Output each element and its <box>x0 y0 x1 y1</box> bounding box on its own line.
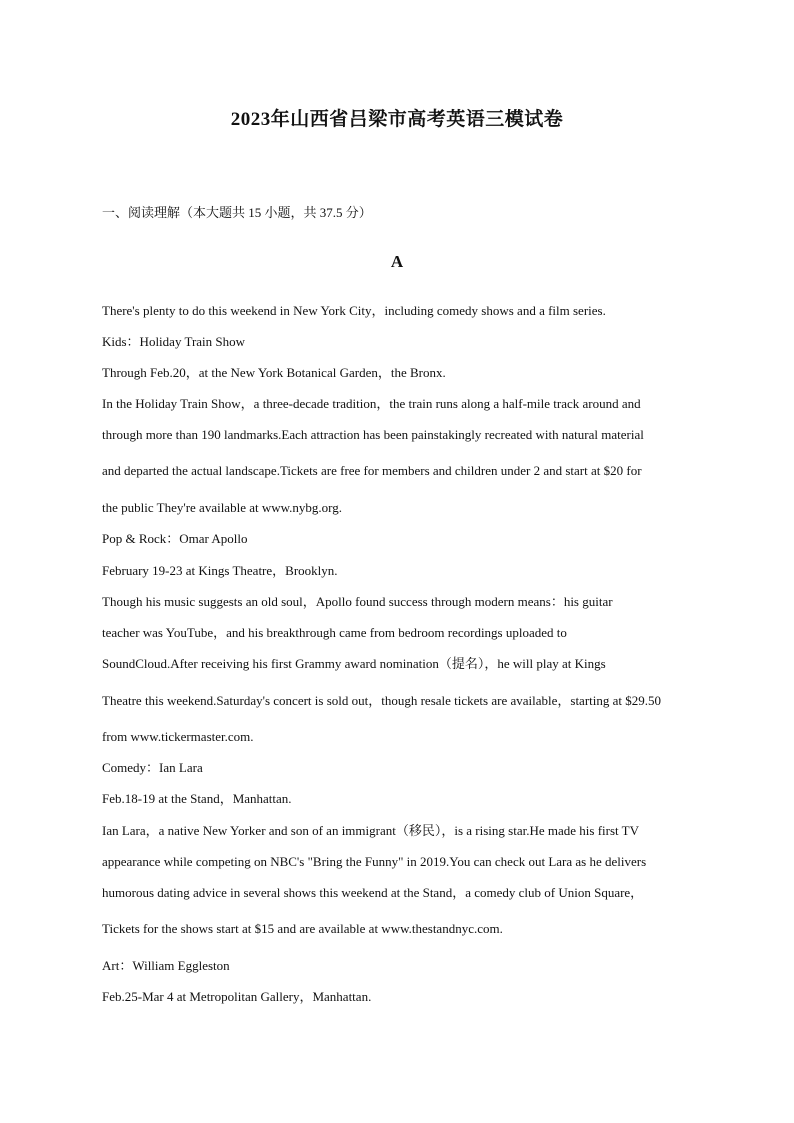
passage-line: Feb.25-Mar 4 at Metropolitan Gallery，Manhattan. <box>102 989 372 1004</box>
passage-line: Tickets for the shows start at $15 and are available at www.thestandnyc.com. <box>102 921 503 936</box>
passage-line: SoundCloud.After receiving his first Grammy award nomination（提名），he will play at Kings <box>102 656 606 671</box>
passage-line: Kids：Holiday Train Show <box>102 334 246 349</box>
passage-line: There's plenty to do this weekend in New York City，including comedy shows and a film series. <box>102 303 606 318</box>
passage-line: and departed the actual landscape.Tickets are free for members and children under 2 and start at $20 for <box>102 463 642 478</box>
passage-line: teacher was YouTube，and his breakthrough came from bedroom recordings uploaded to <box>102 625 567 640</box>
passage-line: Comedy：Ian Lara <box>102 760 203 775</box>
passage-line: Pop & Rock：Omar Apollo <box>102 531 248 546</box>
passage-line: Ian Lara，a native New Yorker and son of an immigrant（移民），is a rising star.He made his first TV <box>102 823 639 838</box>
passage-line: Through Feb.20，at the New York Botanical Garden，the Bronx. <box>102 365 446 380</box>
section-heading: 一、阅读理解（本大题共 15 小题，共 37.5 分） <box>102 205 372 220</box>
passage-line: February 19-23 at Kings Theatre，Brooklyn. <box>102 563 338 578</box>
passage-line: Feb.18-19 at the Stand，Manhattan. <box>102 791 292 806</box>
passage-line: Theatre this weekend.Saturday's concert is sold out，though resale tickets are available，starting at $29.50 <box>102 693 662 708</box>
passage-line: Though his music suggests an old soul，Apollo found success through modern means：his guitar <box>102 594 613 609</box>
passage-label: A <box>390 252 404 271</box>
passage-line: Art：William Eggleston <box>102 958 230 973</box>
passage-line: through more than 190 landmarks.Each attraction has been painstakingly recreated with natural material <box>102 427 644 442</box>
passage-line: from www.tickermaster.com. <box>102 729 254 744</box>
passage-line: the public They're available at www.nybg.org. <box>102 500 343 515</box>
passage-line: humorous dating advice in several shows this weekend at the Stand，a comedy club of Union Square， <box>102 885 644 900</box>
passage-line: In the Holiday Train Show，a three-decade tradition，the train runs along a half-mile track around and <box>102 396 641 411</box>
passage-line: appearance while competing on NBC's "Bring the Funny" in 2019.You can check out Lara as he delivers <box>102 854 647 869</box>
page-title: 2023年山西省吕梁市高考英语三模试卷 <box>230 109 564 130</box>
